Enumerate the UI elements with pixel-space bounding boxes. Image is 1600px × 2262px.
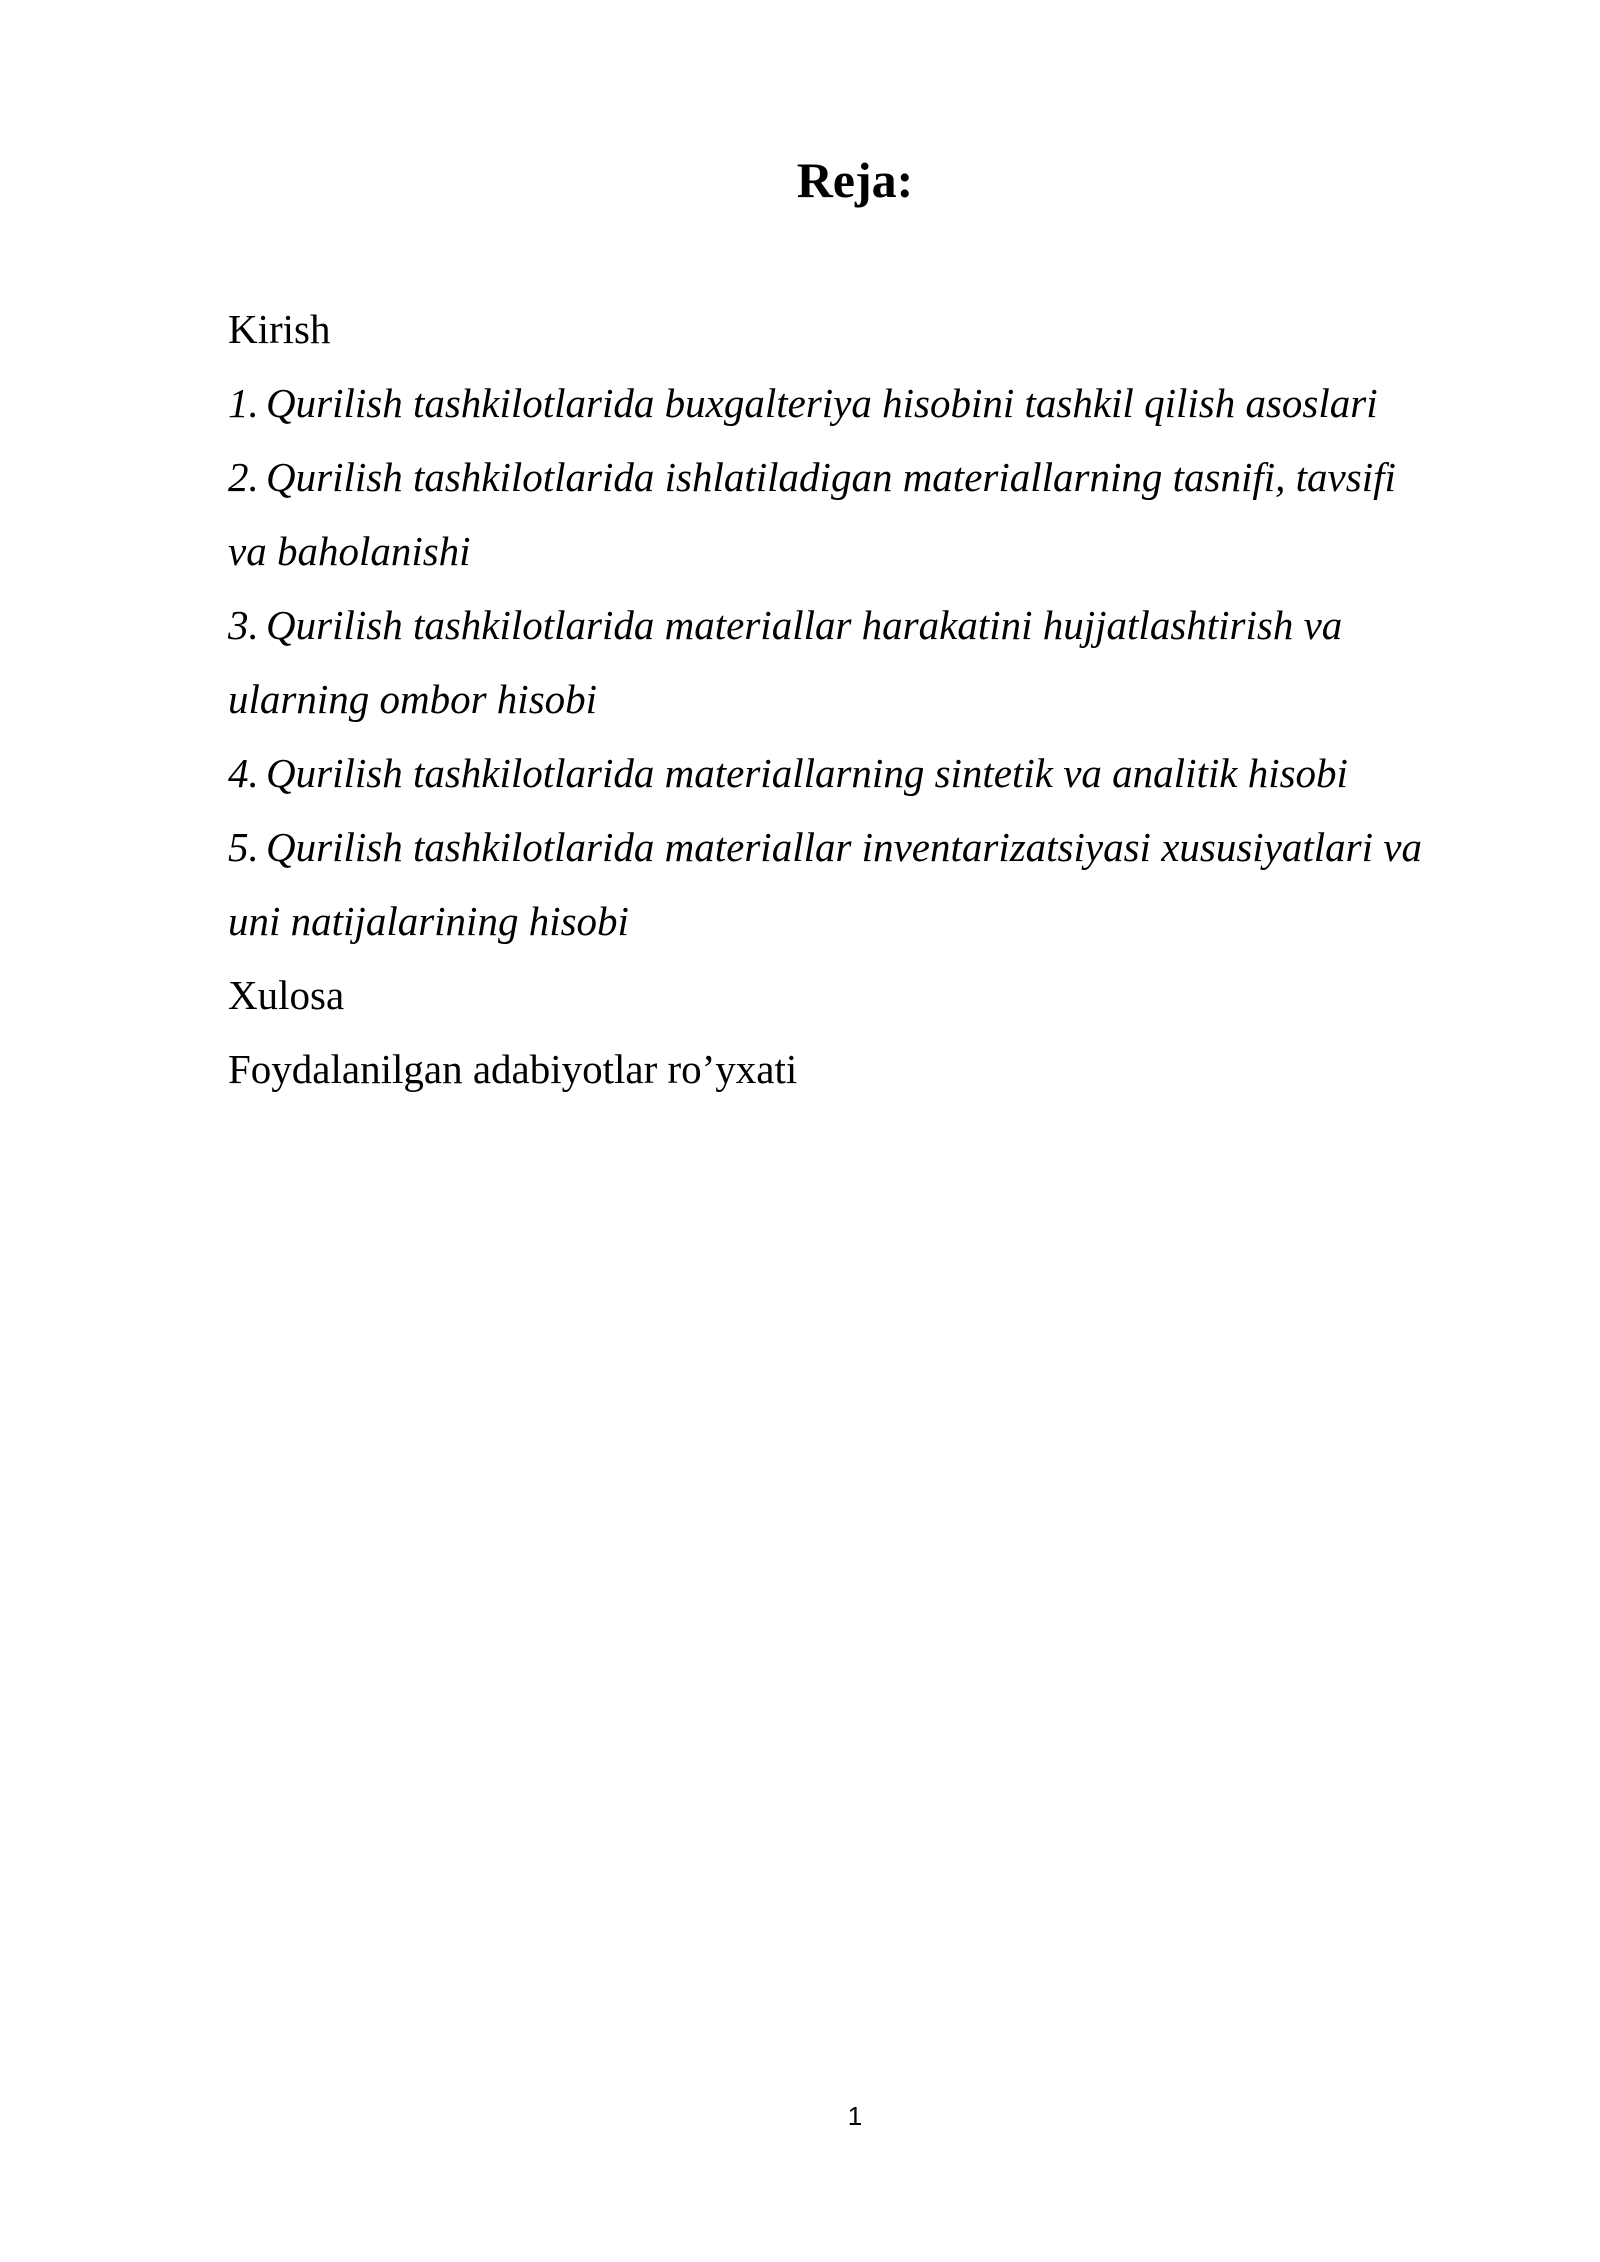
- plan-item-5: [228, 810, 1518, 884]
- page-title: Reja:: [796, 152, 914, 208]
- plan-item-2: [228, 440, 1518, 514]
- plan-item-text: Qurilish tashkilotlarida materiallarning sintetik va analitik hisobi: [266, 750, 1348, 796]
- plan-item-text: Qurilish tashkilotlarida buxgalteriya hisobini tashkil qilish asoslari: [266, 380, 1378, 426]
- page-number: 1: [847, 2101, 863, 2131]
- plan-item-number: 5.: [228, 824, 259, 870]
- plan-item-3-continuation: ularning ombor hisobi: [228, 676, 598, 722]
- plan-item-intro: Kirish: [228, 306, 331, 352]
- plan-item-text: Qurilish tashkilotlarida ishlatiladigan materiallarning tasnifi, tavsifi: [266, 454, 1396, 500]
- plan-item-text: Qurilish tashkilotlarida materiallar inventarizatsiyasi xususiyatlari va: [266, 824, 1422, 870]
- plan-item-references: Foydalanilgan adabiyotlar ro’yxati: [228, 1046, 798, 1092]
- plan-item-3: [228, 588, 1518, 662]
- plan-item-number: 1.: [228, 380, 259, 426]
- plan-item-conclusion: Xulosa: [228, 972, 345, 1018]
- plan-item-5-continuation: uni natijalarining hisobi: [228, 898, 629, 944]
- plan-item-2-continuation: va baholanishi: [228, 528, 471, 574]
- plan-item-number: 3.: [228, 602, 259, 648]
- plan-item-1: [228, 366, 1518, 440]
- plan-item-number: 4.: [228, 750, 259, 796]
- plan-item-number: 2.: [228, 454, 259, 500]
- plan-item-text: Qurilish tashkilotlarida materiallar harakatini hujjatlashtirish va: [266, 602, 1343, 648]
- plan-item-4: [228, 736, 1518, 810]
- plan-list: [228, 292, 1518, 1106]
